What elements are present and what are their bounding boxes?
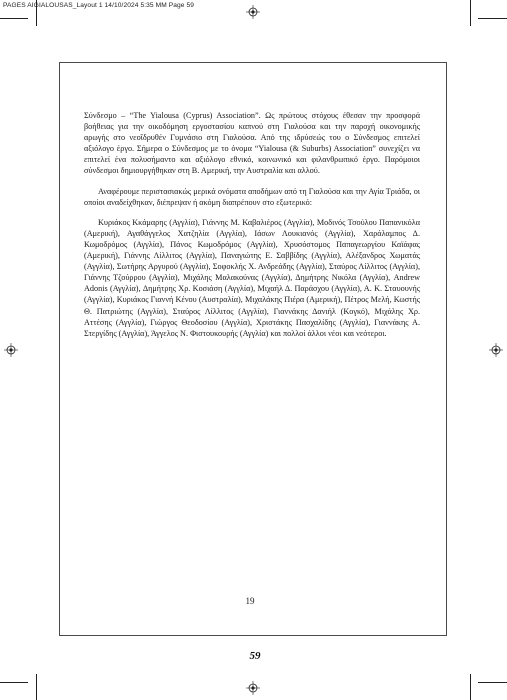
crop-mark [0,18,28,19]
crop-mark [470,0,471,26]
registration-mark-icon [246,5,260,19]
inner-page-number: 19 [245,596,255,606]
paragraph: Κυριάκος Κκάμαρης (Αγγλία), Γιάννης Μ. Καβαλιέρος (Αγγλία), Μοδινός Τσούλου Παπανικόλα (Αμερική), Αγαθάγγελος Χατζηλία (Αγγλία), Ιάσων Λουκιανός (Αγγλία), Χαράλαμπος Δ. Κωμοδρόμος (Αγγλία), Πάνος Κωμοδρόμος (Αγγλία), Χρυσόστομος Παπαγεωργίου Καϊάφας (Αμερική), Γιάννης Λίλλιτος (Αγγλία), Παναγιώτης Ε. Σαββίδης (Αγγλία), Αλέξανδρος Χωματάς (Αγγλία), Σωτήρης Αργυρού (Αγγλία), Σοφοκλής Χ. Ανδρεάδης (Αγγλία), Σταύρος Λίλλιτος (Αγγλία), Γιάννης Τζούρρου (Αγγλία), Μιχάλης Μαλακούνας (Αγγλία), Δημήτρης Νικόλα (Αγγλία), Andrew Adonis (Αγγλία), Δημήτρης Χρ. Κοσιάση (Αγγλία), Μιχαήλ Δ. Παράσχου (Αγγλία), Α. Κ. Σταυουνής (Αγγλία), Κυριάκος Γιαννή Κένου (Αυστραλία), Μιχαλάκης Πιέρα (Αμερική), Πέτρος Μελή, Κωστής Θ. Πατριώτης (Αγγλία), Σταύρος Λίλλιτος (Αγγλία), Γιαννάκης Δανιήλ (Κογκό), Μιχάλης Χρ. Αττέσης (Αγγλία), Γιώργος Θεοδοσίου (Αγγλία), Χριστάκης Πασχαλίδης (Αγγλία), Γιαννάκης Α. Στεργίδης (Αγγλία), Άγγελος Ν. Φιστουκουρής (Αγγλία) και πολλοί άλλοι νέοι και νεότεροι. [84,217,420,338]
registration-mark-icon [489,343,503,357]
crop-mark [36,0,37,26]
crop-mark [478,18,507,19]
registration-mark-icon [246,681,260,695]
print-slug: PAGES AIGIALOUSAS_Layout 1 14/10/2024 5:35 ΜΜ Page 59 [3,2,195,9]
body-text [84,110,420,348]
paragraph: Σύνδεσμο – “The Yialousa (Cyprus) Association”. Ως πρώτους στόχους έθεσαν την προσφορά βοήθειας για την οικοδόμηση εργοστασίου καπνού στη Γιαλούσα και την παροχή οικονομικής αρωγής στο νεοΐδρυθέν Γυμνάσιο στη Γιαλούσα. Από της ιδρύσεώς του ο Σύνδεσμος επιτελεί αξιόλογο έργο. Σήμερα ο Σύνδεσμος με το όνομα “Yialousa (& Suburbs) Association” συνεχίζει να επιτελεί ένα πολυσήμαντο και αξιόλογο εθνικό, κοινωνικό και φιλανθρωπικό έργο. Παρόμοιοι σύνδεσμοι δημιουργήθηκαν στη Β. Αμερική, την Αυστραλία και αλλού. [84,111,420,176]
crop-mark [36,674,37,700]
paragraph: Αναφέρουμε περιστασιακώς μερικά ονόματα αποδήμων από τη Γιαλούσα και την Αγία Τριάδα, οι οποίοι αναδείχθηκαν, διέπρεψαν ή ακόμη διαπρέπουν στο εξωτερικό: [84,186,420,207]
registration-mark-icon [4,343,18,357]
crop-mark [0,682,28,683]
crop-mark [478,682,507,683]
outer-page-number: 59 [249,650,261,662]
crop-mark [470,674,471,700]
